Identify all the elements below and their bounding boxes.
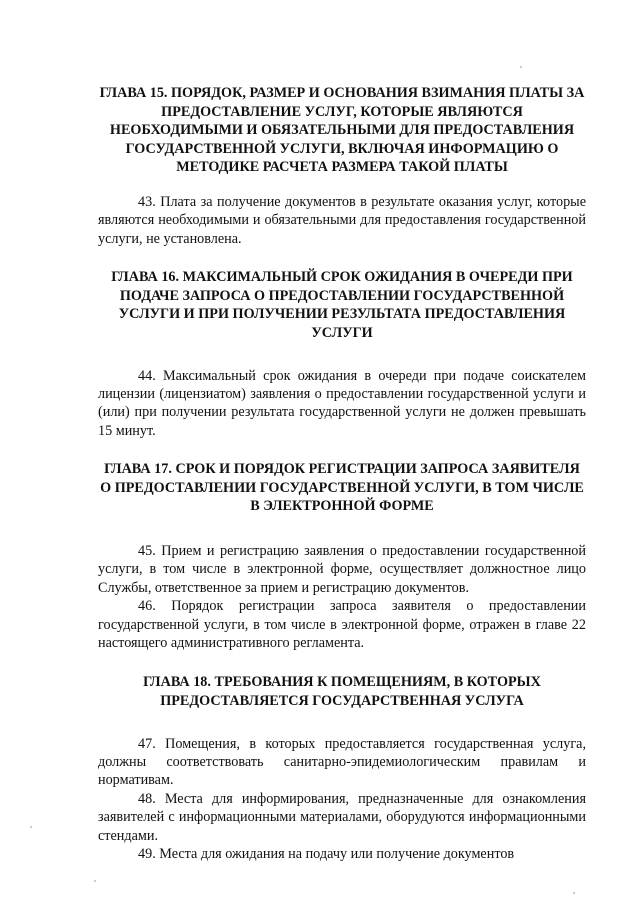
paragraph-47: 47. Помещения, в которых предоставляется государственная услуга, должны соответствовать санитарно-эпидемиологическим правилам и нормативам. (98, 735, 586, 789)
paragraph-44: 44. Максимальный срок ожидания в очереди при подаче соискателем лицензии (лицензиатом) заявления о предоставлении государственной услуги и (или) при получении результата государственной услуги не должен превышать 15 минут. (98, 367, 586, 439)
chapter-17-heading: ГЛАВА 17. СРОК И ПОРЯДОК РЕГИСТРАЦИИ ЗАПРОСА ЗАЯВИТЕЛЯ О ПРЕДОСТАВЛЕНИИ ГОСУДАРСТВЕННОЙ УСЛУГИ, В ТОМ ЧИСЛЕ В ЭЛЕКТРОННОЙ ФОРМЕ (100, 461, 584, 515)
paragraph-45: 45. Прием и регистрацию заявления о предоставлении государственной услуги, в том числе в электронной форме, осуществляет должностное лицо Службы, ответственное за прием и регистрацию документов. (98, 542, 586, 596)
paragraph-43: 43. Плата за получение документов в результате оказания услуг, которые являются необходимыми и обязательными для предоставления государственной услуги, не установлена. (98, 193, 586, 247)
chapter-18-heading: ГЛАВА 18. ТРЕБОВАНИЯ К ПОМЕЩЕНИЯМ, В КОТОРЫХ ПРЕДОСТАВЛЯЕТСЯ ГОСУДАРСТВЕННАЯ УСЛУГА (143, 674, 541, 709)
paragraph-49: 49. Места для ожидания на подачу или получение документов (138, 846, 515, 863)
scan-speck (573, 892, 575, 894)
document-body (98, 84, 586, 863)
scan-speck (520, 66, 522, 68)
scan-speck (94, 880, 96, 882)
paragraph-46: 46. Порядок регистрации запроса заявителя о предоставлении государственной услуги, в том числе в электронной форме, отражен в главе 22 настоящего административного регламента. (98, 598, 586, 651)
chapter-15-heading: ГЛАВА 15. ПОРЯДОК, РАЗМЕР И ОСНОВАНИЯ ВЗИМАНИЯ ПЛАТЫ ЗА ПРЕДОСТАВЛЕНИЕ УСЛУГ, КОТОРЫЕ ЯВЛЯЮТСЯ НЕОБХОДИМЫМИ И ОБЯЗАТЕЛЬНЫМИ ДЛЯ ПРЕДОСТАВЛЕНИЯ ГОСУДАРСТВЕННОЙ УСЛУГИ, ВКЛЮЧАЯ ИНФОРМАЦИЮ О МЕТОДИКЕ РАСЧЕТА РАЗМЕРА ТАКОЙ ПЛАТЫ (99, 85, 585, 176)
chapter-16-heading: ГЛАВА 16. МАКСИМАЛЬНЫЙ СРОК ОЖИДАНИЯ В ОЧЕРЕДИ ПРИ ПОДАЧЕ ЗАПРОСА О ПРЕДОСТАВЛЕНИИ ГОСУДАРСТВЕННОЙ УСЛУГИ И ПРИ ПОЛУЧЕНИИ РЕЗУЛЬТАТА ПРЕДОСТАВЛЕНИЯ УСЛУГИ (111, 269, 573, 341)
paragraph-48: 48. Места для информирования, предназначенные для ознакомления заявителей с информационными материалами, оборудуются информационными стендами. (98, 790, 586, 844)
scan-speck (30, 826, 32, 828)
